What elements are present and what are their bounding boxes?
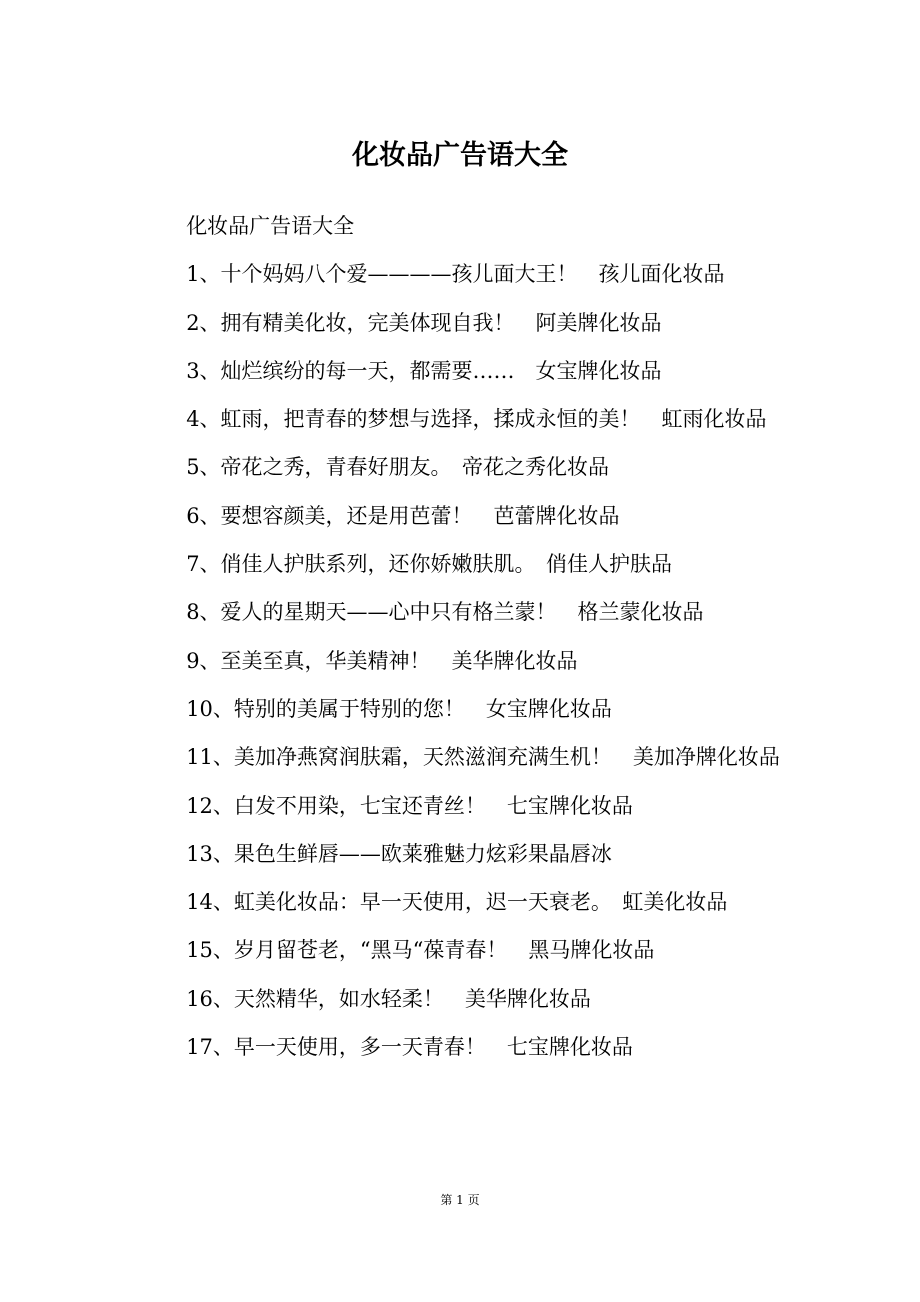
- paragraph: 10、特别的美属于特别的您！ 女宝牌化妆品: [186, 696, 612, 721]
- paragraph: 9、至美至真，华美精神！ 美华牌化妆品: [186, 648, 578, 673]
- paragraph: 3、灿烂缤纷的每一天，都需要…… 女宝牌化妆品: [186, 358, 662, 383]
- paragraph: 5、帝花之秀，青春好朋友。 帝花之秀化妆品: [186, 455, 610, 480]
- document-title: 化妆品广告语大全: [352, 140, 568, 171]
- paragraph: 14、虹美化妆品：早一天使用，迟一天衰老。 虹美化妆品: [186, 890, 728, 915]
- paragraph: 7、俏佳人护肤系列，还你娇嫩肤肌。 俏佳人护肤品: [186, 552, 673, 577]
- paragraph: 化妆品广告语大全: [186, 214, 355, 238]
- paragraph: 6、要想容颜美，还是用芭蕾！ 芭蕾牌化妆品: [186, 503, 620, 528]
- paragraph: 8、爱人的星期天——心中只有格兰蒙！ 格兰蒙化妆品: [186, 600, 704, 625]
- paragraph: 15、岁月留苍老，“黑马“葆青春！ 黑马牌化妆品: [186, 938, 655, 963]
- paragraph: 12、白发不用染，七宝还青丝！ 七宝牌化妆品: [186, 793, 633, 818]
- paragraph: 17、早一天使用，多一天青春！ 七宝牌化妆品: [186, 1035, 633, 1060]
- paragraph: 16、天然精华，如水轻柔！ 美华牌化妆品: [186, 986, 591, 1011]
- paragraph: 2、拥有精美化妆，完美体现自我！ 阿美牌化妆品: [186, 310, 662, 335]
- document-body: [140, 202, 780, 1071]
- paragraph: 4、虹雨，把青春的梦想与选择，揉成永恒的美！ 虹雨化妆品: [186, 407, 767, 432]
- paragraph: 1、十个妈妈八个爱————孩儿面大王！ 孩儿面化妆品: [186, 262, 725, 287]
- page-number: 第 1 页: [440, 1193, 480, 1207]
- paragraph: 11、美加净燕窝润肤霜，天然滋润充满生机！ 美加净牌化妆品: [186, 745, 780, 770]
- paragraph: 13、果色生鲜唇——欧莱雅魅力炫彩果晶唇冰: [186, 841, 612, 866]
